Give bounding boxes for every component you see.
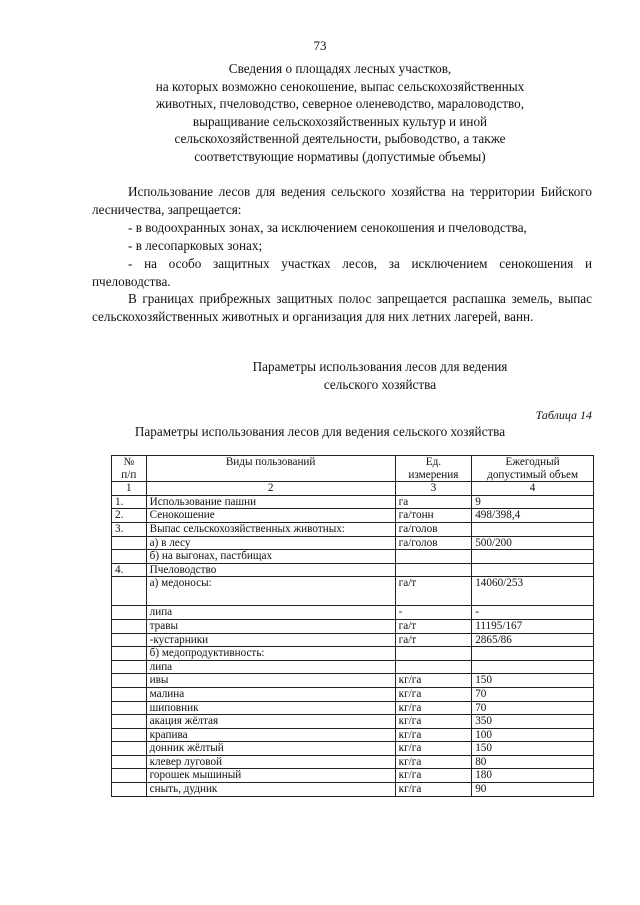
table-row: [112, 783, 594, 797]
row-unit-cell: [395, 550, 472, 564]
paragraph-coastal: В границах прибрежных защитных полос запрещается распашка земель, выпас сельскохозяйственных животных и организация для них летних лагерей, ванн.: [92, 291, 592, 324]
row-kind-cell: донник жёлтый: [146, 742, 395, 756]
row-volume-cell: 180: [472, 769, 594, 783]
bullet-item: - на особо защитных участках лесов, за исключением сенокошения и пчеловодства.: [92, 256, 592, 289]
row-num-cell: 2.: [112, 509, 147, 523]
row-kind-cell: б) медопродуктивность:: [146, 647, 395, 661]
row-kind-cell: ивы: [146, 674, 395, 688]
heading-line: выращивание сельскохозяйственных культур и иной: [192, 113, 488, 129]
row-kind-cell: малина: [146, 687, 395, 701]
row-num-cell: [112, 619, 147, 633]
heading-line: на которых возможно сенокошение, выпас сельскохозяйственных: [155, 78, 525, 94]
row-volume-cell: 150: [472, 742, 594, 756]
row-num-cell: [112, 701, 147, 715]
row-kind-cell: крапива: [146, 728, 395, 742]
row-volume-cell: 500/200: [472, 536, 594, 550]
parameters-table: [111, 455, 594, 797]
header-volume: [472, 456, 594, 482]
row-num-cell: [112, 660, 147, 674]
table-index-row: [112, 482, 594, 496]
table-body: [112, 495, 594, 796]
row-volume-cell: [472, 660, 594, 674]
heading-line: Сведения о площадях лесных участков,: [228, 61, 452, 76]
row-unit-cell: -: [395, 606, 472, 620]
table-row: [112, 495, 594, 509]
heading-line: соответствующие нормативы (допустимые объемы): [194, 148, 486, 164]
row-volume-cell: [472, 647, 594, 661]
table-title: Параметры использования лесов для ведения сельского хозяйства: [134, 424, 506, 439]
row-unit-cell: кг/га: [395, 742, 472, 756]
row-volume-cell: 498/398,4: [472, 509, 594, 523]
subheading-line: сельского хозяйства: [323, 376, 437, 392]
index-cell: 2: [146, 482, 395, 496]
row-unit-cell: кг/га: [395, 783, 472, 797]
row-num-cell: 4.: [112, 563, 147, 577]
table-row: [112, 687, 594, 701]
row-kind-cell: а) медоносы:: [146, 577, 395, 606]
bullet-item: - в лесопарковых зонах;: [128, 238, 263, 253]
header-volume-line2: допустимый объем: [487, 468, 579, 481]
row-unit-cell: кг/га: [395, 701, 472, 715]
table-row: [112, 674, 594, 688]
row-volume-cell: 90: [472, 783, 594, 797]
document-heading: [90, 60, 590, 166]
index-cell: 3: [395, 482, 472, 496]
header-num: [112, 456, 147, 482]
row-kind-cell: травы: [146, 619, 395, 633]
row-kind-cell: клевер луговой: [146, 755, 395, 769]
row-num-cell: [112, 769, 147, 783]
table-header-row: [112, 456, 594, 482]
row-volume-cell: 150: [472, 674, 594, 688]
row-volume-cell: [472, 522, 594, 536]
row-kind-cell: Использование пашни: [146, 495, 395, 509]
row-num-cell: [112, 577, 147, 606]
row-kind-cell: липа: [146, 606, 395, 620]
row-volume-cell: 9: [472, 495, 594, 509]
row-unit-cell: [395, 647, 472, 661]
row-kind-cell: Пчеловодство: [146, 563, 395, 577]
table-row: [112, 755, 594, 769]
row-volume-cell: 80: [472, 755, 594, 769]
table-row: [112, 647, 594, 661]
table-row: [112, 606, 594, 620]
row-unit-cell: га/тонн: [395, 509, 472, 523]
paragraph-intro: Использование лесов для ведения сельского хозяйства на территории Бийского лесничества, запрещается:: [92, 184, 592, 217]
row-unit-cell: га/т: [395, 619, 472, 633]
header-unit-line2: измерения: [408, 468, 459, 481]
row-unit-cell: [395, 563, 472, 577]
row-unit-cell: кг/га: [395, 728, 472, 742]
row-num-cell: [112, 742, 147, 756]
header-num-line2: п/п: [121, 468, 137, 481]
table-row: [112, 522, 594, 536]
heading-line: сельскохозяйственной деятельности, рыбоводство, а также: [174, 131, 506, 147]
row-volume-cell: 350: [472, 715, 594, 729]
row-kind-cell: б) на выгонах, пастбищах: [146, 550, 395, 564]
row-num-cell: [112, 633, 147, 647]
row-unit-cell: га: [395, 495, 472, 509]
table-row: [112, 660, 594, 674]
row-volume-cell: 70: [472, 687, 594, 701]
row-kind-cell: шиповник: [146, 701, 395, 715]
table-label: Таблица 14: [535, 408, 592, 422]
row-volume-cell: [472, 563, 594, 577]
row-unit-cell: га/голов: [395, 536, 472, 550]
row-kind-cell: акация жёлтая: [146, 715, 395, 729]
index-cell: 4: [472, 482, 594, 496]
table-row: [112, 577, 594, 606]
row-num-cell: [112, 687, 147, 701]
row-kind-cell: Сенокошение: [146, 509, 395, 523]
section-subheading: [160, 358, 600, 393]
row-kind-cell: горошек мышиный: [146, 769, 395, 783]
header-unit: [395, 456, 472, 482]
row-volume-cell: 14060/253: [472, 577, 594, 606]
row-volume-cell: 2865/86: [472, 633, 594, 647]
row-unit-cell: кг/га: [395, 755, 472, 769]
row-num-cell: [112, 674, 147, 688]
row-num-cell: [112, 536, 147, 550]
row-volume-cell: 70: [472, 701, 594, 715]
row-volume-cell: 100: [472, 728, 594, 742]
header-kind: Виды пользований: [146, 456, 395, 482]
row-unit-cell: га/т: [395, 577, 472, 606]
row-unit-cell: кг/га: [395, 715, 472, 729]
table-row: [112, 728, 594, 742]
row-kind-cell: липа: [146, 660, 395, 674]
row-unit-cell: кг/га: [395, 687, 472, 701]
row-kind-cell: -кустарники: [146, 633, 395, 647]
row-num-cell: 3.: [112, 522, 147, 536]
header-unit-line1: Ед.: [425, 456, 442, 468]
table-row: [112, 715, 594, 729]
table-row: [112, 509, 594, 523]
page-number: 73: [313, 38, 327, 53]
table-row: [112, 701, 594, 715]
row-volume-cell: -: [472, 606, 594, 620]
header-num-line1: №: [123, 456, 135, 468]
row-volume-cell: 11195/167: [472, 619, 594, 633]
row-unit-cell: кг/га: [395, 769, 472, 783]
row-num-cell: [112, 606, 147, 620]
row-num-cell: [112, 728, 147, 742]
row-volume-cell: [472, 550, 594, 564]
table-row: [112, 769, 594, 783]
table-row: [112, 536, 594, 550]
row-num-cell: [112, 755, 147, 769]
header-volume-line1: Ежегодный: [505, 456, 560, 468]
table-row: [112, 619, 594, 633]
row-num-cell: [112, 715, 147, 729]
row-num-cell: [112, 783, 147, 797]
row-kind-cell: а) в лесу: [146, 536, 395, 550]
table-row: [112, 742, 594, 756]
bullet-item: - в водоохранных зонах, за исключением сенокошения и пчеловодства,: [128, 220, 527, 235]
row-unit-cell: кг/га: [395, 674, 472, 688]
table-row: [112, 550, 594, 564]
row-num-cell: 1.: [112, 495, 147, 509]
index-cell: 1: [112, 482, 147, 496]
table-row: [112, 633, 594, 647]
row-unit-cell: [395, 660, 472, 674]
heading-line: животных, пчеловодство, северное оленеводство, мараловодство,: [155, 96, 525, 112]
row-unit-cell: га/голов: [395, 522, 472, 536]
row-unit-cell: га/т: [395, 633, 472, 647]
row-num-cell: [112, 550, 147, 564]
row-kind-cell: Выпас сельскохозяйственных животных:: [146, 522, 395, 536]
table-row: [112, 563, 594, 577]
subheading-line: Параметры использования лесов для ведения: [252, 359, 508, 374]
row-num-cell: [112, 647, 147, 661]
row-kind-cell: сныть, дудник: [146, 783, 395, 797]
